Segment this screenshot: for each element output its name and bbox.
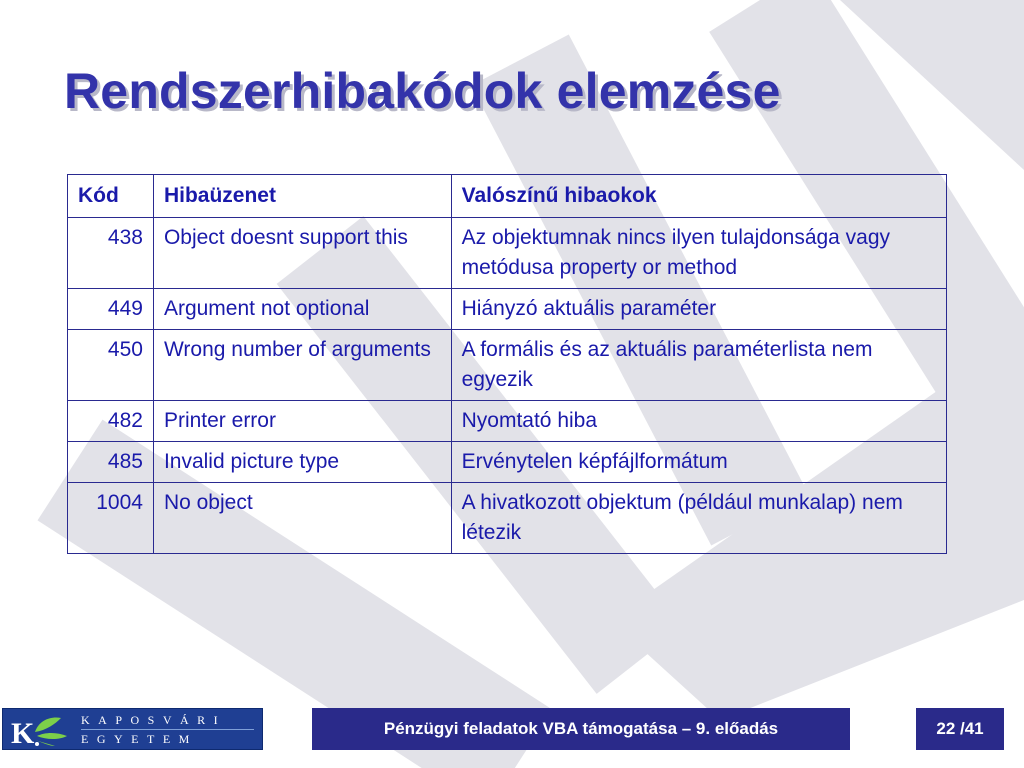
error-cause: Ervénytelen képfájlformátum (451, 442, 946, 483)
table-row (68, 218, 947, 289)
error-cause: Nyomtató hiba (451, 401, 946, 442)
header-cause: Valószínű hibaokok (451, 175, 946, 218)
error-message: Wrong number of arguments (153, 330, 451, 401)
logo-text-line1: KAPOSVÁRI (81, 713, 227, 727)
error-code: 449 (68, 289, 154, 330)
error-code-table (67, 174, 947, 554)
error-message: Invalid picture type (153, 442, 451, 483)
header-code: Kód (68, 175, 154, 218)
table-row (68, 401, 947, 442)
course-title: Pénzügyi feladatok VBA támogatása – 9. előadás (312, 708, 850, 750)
table-row (68, 289, 947, 330)
error-code: 450 (68, 330, 154, 401)
table-header-row (68, 175, 947, 218)
error-message: Object doesnt support this (153, 218, 451, 289)
table-row (68, 330, 947, 401)
table-row (68, 483, 947, 554)
error-message: Printer error (153, 401, 451, 442)
university-logo (2, 708, 263, 750)
page-title: Rendszerhibakódok elemzése (64, 63, 781, 119)
error-cause: A formális és az aktuális paraméterlista nem egyezik (451, 330, 946, 401)
error-code: 1004 (68, 483, 154, 554)
error-cause: Az objektumnak nincs ilyen tulajdonsága vagy metódusa property or method (451, 218, 946, 289)
header-message: Hibaüzenet (153, 175, 451, 218)
error-code: 438 (68, 218, 154, 289)
page-number: 22 /41 (916, 708, 1004, 750)
error-cause: A hivatkozott objektum (például munkalap) nem létezik (451, 483, 946, 554)
error-cause: Hiányzó aktuális paraméter (451, 289, 946, 330)
error-message: Argument not optional (153, 289, 451, 330)
logo-letter: K (11, 717, 35, 748)
table-row (68, 442, 947, 483)
error-message: No object (153, 483, 451, 554)
university-logo-icon (9, 712, 73, 748)
error-code: 482 (68, 401, 154, 442)
logo-text-line2: EGYETEM (81, 732, 198, 746)
logo-divider (81, 729, 254, 730)
error-code: 485 (68, 442, 154, 483)
